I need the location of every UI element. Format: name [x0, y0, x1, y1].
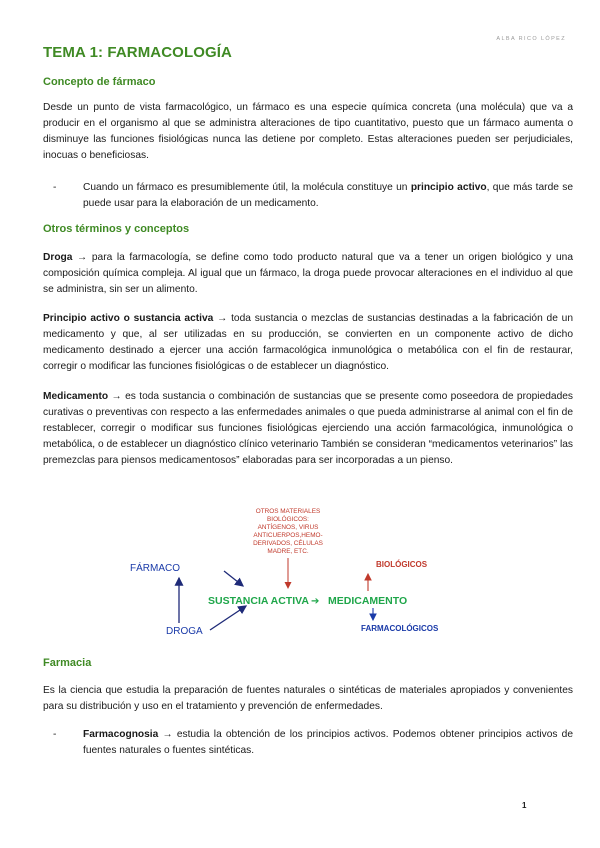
droga-label: DROGA	[166, 626, 203, 637]
sustancia-activa-label: SUSTANCIA ACTIVA	[208, 595, 309, 607]
paragraph-concepto: Desde un punto de vista farmacológico, un fármaco es una especie química concreta (una molécula) que va a producir en el organismo al que se administra alteraciones de tipo cuantitativo, puesto que un fármaco aumenta o disminuye las funciones fisiológicas nunca las detiene por completo. Estas alteraciones pueden ser perjudiciales, inocuas o beneficiosas.	[43, 102, 573, 161]
sustancia-to-medicamento-arrow: ➔	[311, 596, 320, 607]
definition-droga: para la farmacología, se define como todo producto natural que va a tener un origen biológico y una composición química compleja. Al igual que un fármaco, la droga puede provocar alteraciones en el individuo al que se administra, sin ser un alimento.	[43, 252, 573, 295]
otros-line-1: OTROS MATERIALES	[255, 508, 321, 515]
bullet-text-after: , que más tarde se puede usar para la elaboración de un medicamento.	[83, 182, 573, 209]
paragraph-farmacia: Es la ciencia que estudia la preparación de fuentes naturales o sintéticas de materiales apropiados y convenientes para su distribución y uso en el tratamiento y prevención de enfermedades.	[43, 685, 573, 712]
concept-diagram	[128, 500, 448, 646]
otros-line-3: ANTÍGENOS, VIRUS	[257, 524, 319, 531]
paragraph-principio-activo	[43, 311, 573, 375]
arrow-farmaco-to-sustancia	[224, 571, 243, 586]
arrow-glyph: →	[72, 252, 92, 263]
definition-farmacognosia: estudia la obtención de los principios activos. Podemos obtener principios activos de fuentes naturales o fuentes sintéticas.	[83, 729, 573, 756]
arrow-glyph: →	[158, 729, 177, 740]
concept-diagram-svg	[128, 500, 448, 646]
bullet-text-before: Cuando un fármaco es presumiblemente útil, la molécula constituye un	[83, 182, 411, 193]
term-farmacognosia: Farmacognosia	[83, 729, 159, 740]
section-heading-otros: Otros términos y conceptos	[43, 223, 190, 235]
bullet-text	[83, 727, 573, 759]
header-author: ALBA RICO LÓPEZ	[496, 36, 566, 42]
medicamento-label: MEDICAMENTO	[328, 595, 408, 607]
paragraph-droga	[43, 250, 573, 298]
otros-materiales-label	[253, 508, 323, 555]
definition-principio-activo: toda sustancia o mezclas de sustancias destinadas a la fabricación de un medicamento y que, al ser utilizadas en su producción, se convierten en un componente activo de dicho medicamento destinado a ejercer una acción farmacológica inmunológica o metabólica con el fin de restaurar, corregir o modificar las funciones fisiológicas o de establecer un diagnóstico.	[43, 313, 573, 372]
otros-line-4: ANTICUERPOS,HEMO-	[253, 532, 323, 539]
page-number: 1	[522, 801, 527, 810]
biologicos-label: BIOLÓGICOS	[376, 560, 428, 569]
term-droga: Droga	[43, 252, 73, 263]
farmaco-label: FÁRMACO	[130, 563, 180, 574]
otros-line-6: MADRE, ETC.	[267, 548, 309, 555]
section-heading-concepto: Concepto de fármaco	[43, 76, 156, 88]
arrow-droga-to-sustancia	[210, 606, 246, 630]
arrow-glyph: →	[108, 391, 126, 402]
definition-medicamento: es toda sustancia o combinación de sustancias que se presente como poseedora de propiedades curativas o preventivas con respecto a las enfermedades animales o que pueda administrarse al animal con el fin de restablecer, corregir o modificar sus funciones fisiológicas ejerciendo una acción farmacológica, inmunológica o metabólica, o de establecer un diagnóstico clínico veterinario También se consideran “medicamentos veterinarios” las premezclas para piensos medicamentosos” elaboradas para ser incorporadas a un pienso.	[43, 391, 573, 466]
bullet-dash: -	[53, 729, 57, 740]
bullet-bold-term: principio activo	[410, 182, 487, 193]
term-medicamento: Medicamento	[43, 391, 109, 402]
otros-line-5: DERIVADOS, CÉLULAS	[253, 540, 323, 547]
bullet-dash: -	[53, 182, 57, 193]
bullet-text	[83, 180, 573, 212]
section-heading-farmacia: Farmacia	[43, 657, 92, 669]
otros-line-2: BIOLÓGICOS:	[267, 516, 309, 523]
farmacologicos-label: FARMACOLÓGICOS	[361, 624, 439, 633]
term-principio-activo: Principio activo o sustancia activa	[43, 313, 214, 324]
arrow-glyph: →	[213, 313, 232, 324]
paragraph-medicamento	[43, 389, 573, 469]
page-title: TEMA 1: FARMACOLOGÍA	[43, 44, 232, 61]
